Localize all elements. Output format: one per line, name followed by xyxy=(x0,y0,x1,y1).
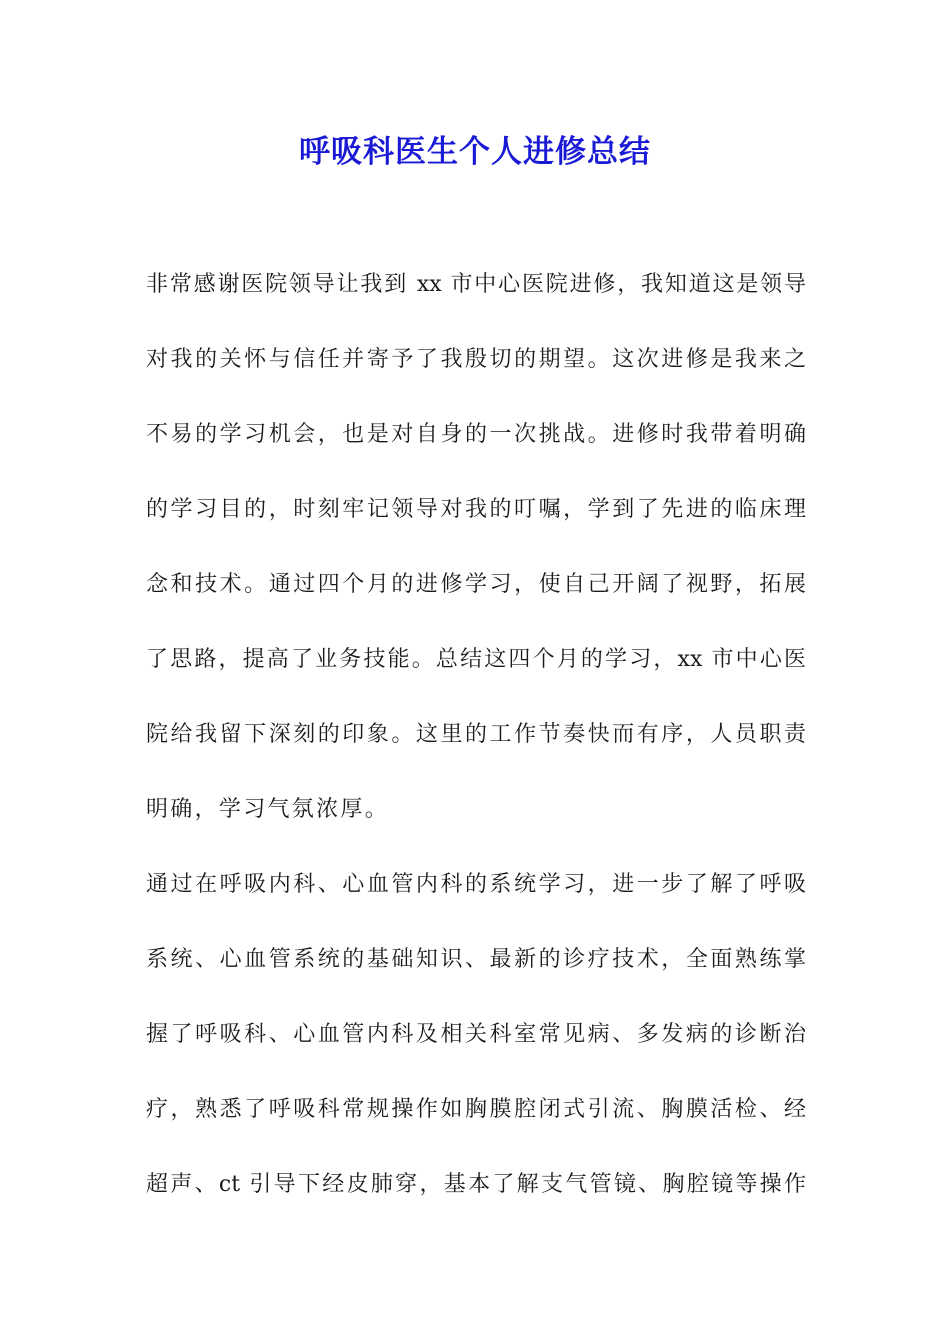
text-line: 的学习目的，时刻牢记领导对我的叮嘱，学到了先进的临床理 xyxy=(146,497,806,522)
text-line: 通过在呼吸内科、心血管内科的系统学习，进一步了解了呼吸 xyxy=(146,872,806,897)
document-body xyxy=(146,262,806,1237)
text-line: 念和技术。通过四个月的进修学习，使自己开阔了视野，拓展 xyxy=(146,572,806,597)
text-line: 系统、心血管系统的基础知识、最新的诊疗技术，全面熟练掌 xyxy=(146,947,806,972)
text-line: 了思路，提高了业务技能。总结这四个月的学习，xx 市中心医 xyxy=(146,647,806,672)
paragraph-2 xyxy=(146,862,806,1237)
paragraph-1 xyxy=(146,262,806,862)
text-line: 疗，熟悉了呼吸科常规操作如胸膜腔闭式引流、胸膜活检、经 xyxy=(146,1097,806,1122)
text-line: 院给我留下深刻的印象。这里的工作节奏快而有序，人员职责 xyxy=(146,722,806,747)
text-line: 对我的关怀与信任并寄予了我殷切的期望。这次进修是我来之 xyxy=(146,347,806,372)
text-line: 不易的学习机会，也是对自身的一次挑战。进修时我带着明确 xyxy=(146,422,806,447)
text-line: 超声、ct 引导下经皮肺穿，基本了解支气管镜、胸腔镜等操作 xyxy=(146,1172,806,1197)
text-line: 明确，学习气氛浓厚。 xyxy=(146,797,390,822)
text-line: 握了呼吸科、心血管内科及相关科室常见病、多发病的诊断治 xyxy=(146,1022,806,1047)
text-line: 非常感谢医院领导让我到 xx 市中心医院进修，我知道这是领导 xyxy=(146,272,806,297)
document-title: 呼吸科医生个人进修总结 xyxy=(299,134,651,170)
